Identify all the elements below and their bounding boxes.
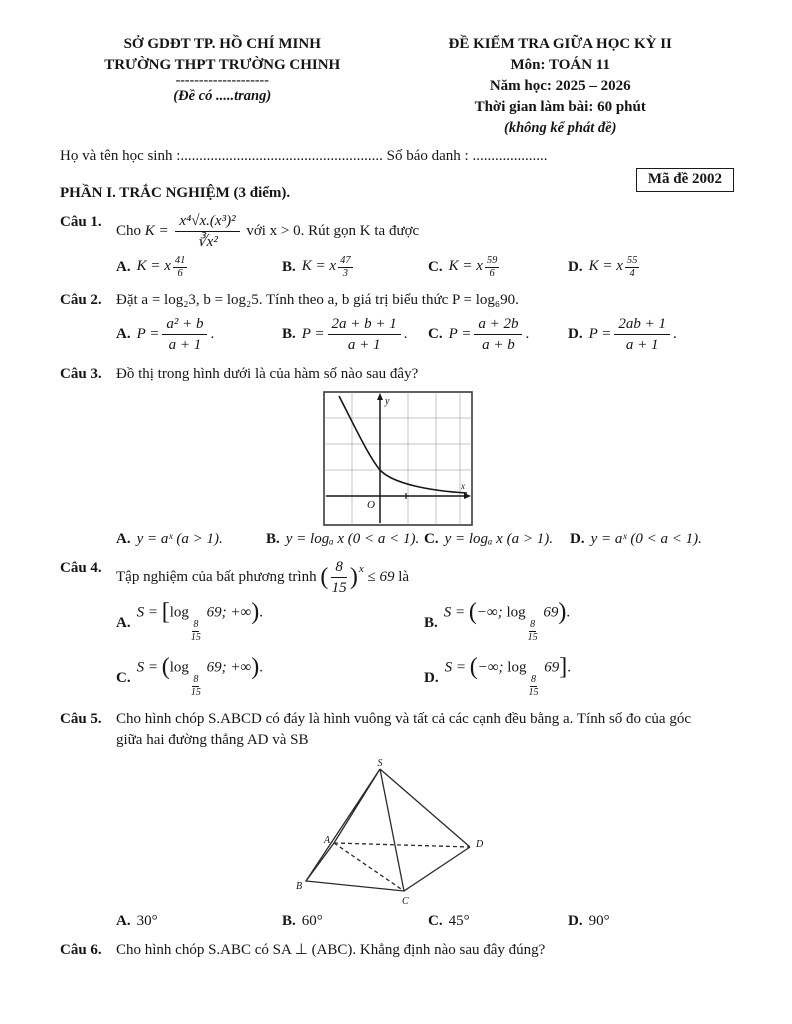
open-bracket: ( xyxy=(469,654,478,681)
question-5-text xyxy=(116,709,736,751)
exam-header xyxy=(60,34,736,138)
q2-answer-a-formula xyxy=(137,315,215,354)
q2-answer-c-fraction xyxy=(474,315,522,354)
q4-answer-d-formula xyxy=(444,654,571,699)
s-equals: S = xyxy=(443,605,466,622)
q1-answer-a xyxy=(116,255,282,280)
school-year-line: Năm học: 2025 – 2026 xyxy=(489,78,631,94)
period: . xyxy=(403,326,408,343)
q3-answer-b-text: y = logₐ x (0 < a < 1). xyxy=(285,531,420,548)
question-2-label: Câu 2. xyxy=(60,292,102,309)
y-axis-arrow xyxy=(377,393,383,400)
q1-answer-b-base: K = x xyxy=(301,258,337,275)
vertex-s-label: S xyxy=(377,757,383,769)
period: . xyxy=(259,659,263,676)
close-bracket: ) xyxy=(558,599,567,626)
question-6-label: Câu 6. xyxy=(60,941,102,958)
close-bracket: ) xyxy=(251,599,260,626)
question-1-answers xyxy=(116,255,736,280)
q4-answer-c-label: C. xyxy=(116,669,131,686)
section-title: PHẦN I. TRẮC NGHIỆM (3 điểm). xyxy=(60,185,291,202)
lower-part: −∞; xyxy=(477,659,504,676)
q3-answer-a xyxy=(116,531,266,548)
q4-answer-a-label: A. xyxy=(116,615,131,632)
q4-post: là xyxy=(398,569,410,586)
question-3-text: Đồ thị trong hình dưới là của hàm số nào sau đây? xyxy=(116,366,419,383)
open-bracket: ( xyxy=(468,599,477,626)
log-operator: log xyxy=(506,605,526,622)
q5-answer-a-label: A. xyxy=(116,912,131,929)
vertex-c-label: C xyxy=(402,895,409,907)
question-5 xyxy=(60,709,736,751)
q4-comparison: ≤ 69 xyxy=(367,569,395,586)
question-3-figure xyxy=(60,391,736,527)
upper-part: 69 xyxy=(543,605,559,622)
close-bracket: ) xyxy=(251,654,260,681)
q3-answer-d-label: D. xyxy=(570,531,585,548)
q2-answer-d-formula xyxy=(589,315,677,354)
period: . xyxy=(567,659,571,676)
question-5-figure xyxy=(60,757,736,909)
q1-frac-denominator: ∛x² xyxy=(197,234,218,251)
right-paren: ) xyxy=(349,563,358,590)
q2-answer-c xyxy=(428,315,568,354)
q5-line2: giữa hai đường thẳng AD và SB xyxy=(116,731,309,748)
q4-answer-b-formula xyxy=(443,599,571,644)
q2-answer-a xyxy=(116,315,282,354)
q5-answer-c-label: C. xyxy=(428,912,443,929)
lower-part: −∞; xyxy=(476,605,503,622)
exp-numerator: 59 xyxy=(485,255,500,268)
exp-denominator: 6 xyxy=(177,268,183,280)
x-axis-arrow xyxy=(464,493,471,499)
q4-answer-b-label: B. xyxy=(424,615,438,632)
school-block xyxy=(60,34,384,138)
q1-answer-a-base: K = x xyxy=(136,258,171,275)
question-1-text xyxy=(116,212,736,251)
q5-answer-d-label: D. xyxy=(568,912,583,929)
question-1 xyxy=(60,212,736,251)
open-bracket: ( xyxy=(161,654,170,681)
q1-answer-d-base: K = x xyxy=(588,258,623,275)
log-operator: log xyxy=(507,659,527,676)
period: . xyxy=(525,326,530,343)
vertex-a-label: A xyxy=(324,834,331,846)
department-name: SỞ GDĐT TP. HỒ CHÍ MINH xyxy=(123,36,321,52)
q5-answer-b-text: 60° xyxy=(301,912,323,929)
log-operator: log xyxy=(169,659,189,676)
logbase-numerator: 8 xyxy=(193,673,199,685)
q2-answer-a-fraction xyxy=(162,315,207,354)
question-5-label: Câu 5. xyxy=(60,710,102,727)
logbase-numerator: 8 xyxy=(530,619,536,631)
q1-answer-d-formula xyxy=(589,255,640,280)
q2-answer-b-label: B. xyxy=(282,326,296,343)
question-4 xyxy=(60,558,736,597)
log-base-fraction xyxy=(191,674,201,699)
question-2-text: Đặt a = log₂3, b = log₂5. Tính theo a, b giá trị biểu thức P = log₆90. xyxy=(116,292,519,309)
q2-answer-b-formula xyxy=(302,315,408,354)
log-base-fraction xyxy=(528,674,538,699)
period: . xyxy=(259,605,263,622)
q2-answer-d-fraction xyxy=(614,315,670,354)
q3-answer-b xyxy=(266,531,424,548)
exp-numerator: 41 xyxy=(173,255,188,268)
question-4-label: Câu 4. xyxy=(60,560,102,577)
q5-answer-c-text: 45° xyxy=(448,912,470,929)
frac-denominator: a + 1 xyxy=(168,337,202,354)
exam-title-block xyxy=(384,34,736,138)
q1-formula xyxy=(144,213,247,251)
exp-denominator: 4 xyxy=(629,268,635,280)
log-base-fraction xyxy=(528,619,538,644)
q5-answer-b xyxy=(282,913,428,930)
page-count-note: (Đề có .....trang) xyxy=(173,87,272,104)
q1-answer-c xyxy=(428,255,568,280)
exponential-curve xyxy=(339,396,467,493)
q1-answer-b-exponent xyxy=(338,255,353,280)
p-equals: P = xyxy=(301,326,325,343)
q2-answer-c-formula xyxy=(449,315,530,354)
period: . xyxy=(566,605,571,622)
q2-answer-c-label: C. xyxy=(428,326,443,343)
q4-answer-c xyxy=(116,654,424,699)
q3-answer-a-label: A. xyxy=(116,531,131,548)
question-5-answers xyxy=(116,913,736,930)
q4-answer-d-label: D. xyxy=(424,669,439,686)
q5-answer-c xyxy=(428,913,568,930)
q1-answer-b-formula xyxy=(302,255,353,280)
q5-answer-b-label: B. xyxy=(282,912,296,929)
y-axis-label: y xyxy=(385,396,390,408)
q2-answer-b xyxy=(282,315,428,354)
exp-denominator: 6 xyxy=(489,268,495,280)
left-paren: ( xyxy=(320,563,329,590)
exam-title: ĐỀ KIỂM TRA GIỮA HỌC KỲ II xyxy=(448,36,672,52)
frac-numerator: 2ab + 1 xyxy=(614,315,670,335)
q1-answer-c-label: C. xyxy=(428,259,443,276)
q3-answer-c-text: y = logₐ x (a > 1). xyxy=(444,531,553,548)
question-3 xyxy=(60,364,736,385)
q1-fraction xyxy=(175,212,239,251)
school-name: TRƯỜNG THPT TRƯỜNG CHINH xyxy=(104,57,341,73)
q3-answer-c xyxy=(424,531,570,548)
q1-answer-c-exponent xyxy=(485,255,500,280)
q5-answer-a-text: 30° xyxy=(136,912,158,929)
q1-frac-numerator: x⁴√x.(x³)² xyxy=(175,212,239,232)
logbase-denominator: 15 xyxy=(528,686,539,698)
question-1-label: Câu 1. xyxy=(60,214,102,231)
q4-answer-d xyxy=(424,654,736,699)
close-bracket: ] xyxy=(559,654,568,681)
graph-grid-horizontal xyxy=(324,418,472,496)
q2-answer-d-label: D. xyxy=(568,326,583,343)
frac-denominator: a + 1 xyxy=(625,337,659,354)
p-equals: P = xyxy=(588,326,612,343)
q1-answer-c-base: K = x xyxy=(448,258,483,275)
x-axis-label: x xyxy=(461,481,465,492)
question-2-answers xyxy=(116,315,736,354)
q3-answer-b-label: B. xyxy=(266,531,280,548)
frac-denominator: a + b xyxy=(482,337,515,354)
question-3-label: Câu 3. xyxy=(60,366,102,383)
period: . xyxy=(210,326,215,343)
frac-denominator: 15 xyxy=(331,580,347,597)
q2-answer-d xyxy=(568,315,736,354)
exp-numerator: 47 xyxy=(338,255,353,268)
q1-answer-b-label: B. xyxy=(282,259,296,276)
s-equals: S = xyxy=(444,659,466,676)
q1-answer-a-label: A. xyxy=(116,259,131,276)
q1-pre: Cho xyxy=(116,223,142,240)
upper-part: 69; +∞ xyxy=(206,605,252,622)
q3-answer-c-label: C. xyxy=(424,531,439,548)
pyramid-lateral-edges xyxy=(306,769,470,891)
exponential-graph xyxy=(323,391,473,527)
s-equals: S = xyxy=(136,659,158,676)
frac-numerator: 2a + b + 1 xyxy=(328,315,401,335)
upper-part: 69; +∞ xyxy=(206,659,252,676)
q1-k-equals: K = xyxy=(144,223,169,240)
question-4-answers xyxy=(116,599,736,698)
graph-border xyxy=(324,392,472,525)
q5-answer-a xyxy=(116,913,282,930)
q5-line1: Cho hình chóp S.ABCD có đáy là hình vuông và tất cả các cạnh đều bằng a. Tính số đo của góc xyxy=(116,710,692,727)
header-divider: -------------------- xyxy=(175,73,269,88)
pyramid-hidden-diagonal-ac xyxy=(334,843,404,891)
student-info-line: Họ và tên học sinh :...................................................... Số báo danh : .................... xyxy=(60,148,548,165)
frac-numerator: 8 xyxy=(331,558,347,578)
subject-line: Môn: TOÁN 11 xyxy=(510,57,610,73)
exponent-x: x xyxy=(358,563,364,576)
q4-answer-a xyxy=(116,599,424,644)
s-equals: S = xyxy=(136,605,158,622)
exp-numerator: 55 xyxy=(625,255,640,268)
p-equals: P = xyxy=(136,326,160,343)
q4-answer-a-formula xyxy=(136,599,263,644)
logbase-numerator: 8 xyxy=(530,673,536,685)
pyramid-figure xyxy=(272,757,524,909)
logbase-denominator: 15 xyxy=(190,632,201,644)
question-6 xyxy=(60,940,736,961)
period: . xyxy=(672,326,677,343)
question-6-text: Cho hình chóp S.ABC có SA ⊥ (ABC). Khẳng định nào sau đây đúng? xyxy=(116,941,546,958)
duration-line: Thời gian làm bài: 60 phút xyxy=(474,99,646,115)
q4-answer-c-formula xyxy=(136,654,263,699)
question-4-text xyxy=(116,558,736,597)
q1-answer-d-exponent xyxy=(625,255,640,280)
frac-numerator: a + 2b xyxy=(474,315,522,335)
frac-denominator: a + 1 xyxy=(347,337,381,354)
pyramid-hidden-edge-ad xyxy=(334,843,470,847)
q1-answer-a-exponent xyxy=(173,255,188,280)
q3-answer-a-text: y = aˣ (a > 1). xyxy=(136,531,223,548)
q1-answer-d-label: D. xyxy=(568,259,583,276)
log-base-fraction xyxy=(191,619,201,644)
logbase-denominator: 15 xyxy=(527,632,538,644)
upper-part: 69 xyxy=(544,659,560,676)
question-3-answers xyxy=(116,531,736,548)
q1-answer-d xyxy=(568,255,736,280)
origin-label: O xyxy=(367,499,375,512)
q3-answer-d xyxy=(570,531,736,548)
exp-denominator: 3 xyxy=(342,268,348,280)
duration-note: (không kể phát đề) xyxy=(504,120,617,136)
question-2 xyxy=(60,290,736,311)
q4-fraction xyxy=(331,558,347,597)
exam-code-box: Mã đề 2002 xyxy=(636,168,734,192)
q1-answer-a-formula xyxy=(137,255,188,280)
logbase-numerator: 8 xyxy=(193,619,199,631)
log-operator: log xyxy=(169,605,189,622)
vertex-b-label: B xyxy=(296,880,303,892)
logbase-denominator: 15 xyxy=(190,686,201,698)
open-bracket: [ xyxy=(161,599,170,626)
vertex-d-label: D xyxy=(476,838,484,850)
q1-answer-b xyxy=(282,255,428,280)
q2-answer-b-fraction xyxy=(328,315,401,354)
q3-answer-d-text: y = aˣ (0 < a < 1). xyxy=(590,531,702,548)
q1-post: với x > 0. Rút gọn K ta được xyxy=(246,223,420,240)
q4-pre: Tập nghiệm của bất phương trình xyxy=(116,569,317,586)
frac-numerator: a² + b xyxy=(162,315,207,335)
p-equals: P = xyxy=(448,326,472,343)
q4-answer-b xyxy=(424,599,736,644)
q5-answer-d-text: 90° xyxy=(588,912,610,929)
q2-answer-a-label: A. xyxy=(116,326,131,343)
q4-inequality xyxy=(320,559,395,597)
q5-answer-d xyxy=(568,913,736,930)
q1-answer-c-formula xyxy=(449,255,500,280)
pyramid-base-edges xyxy=(306,843,470,891)
